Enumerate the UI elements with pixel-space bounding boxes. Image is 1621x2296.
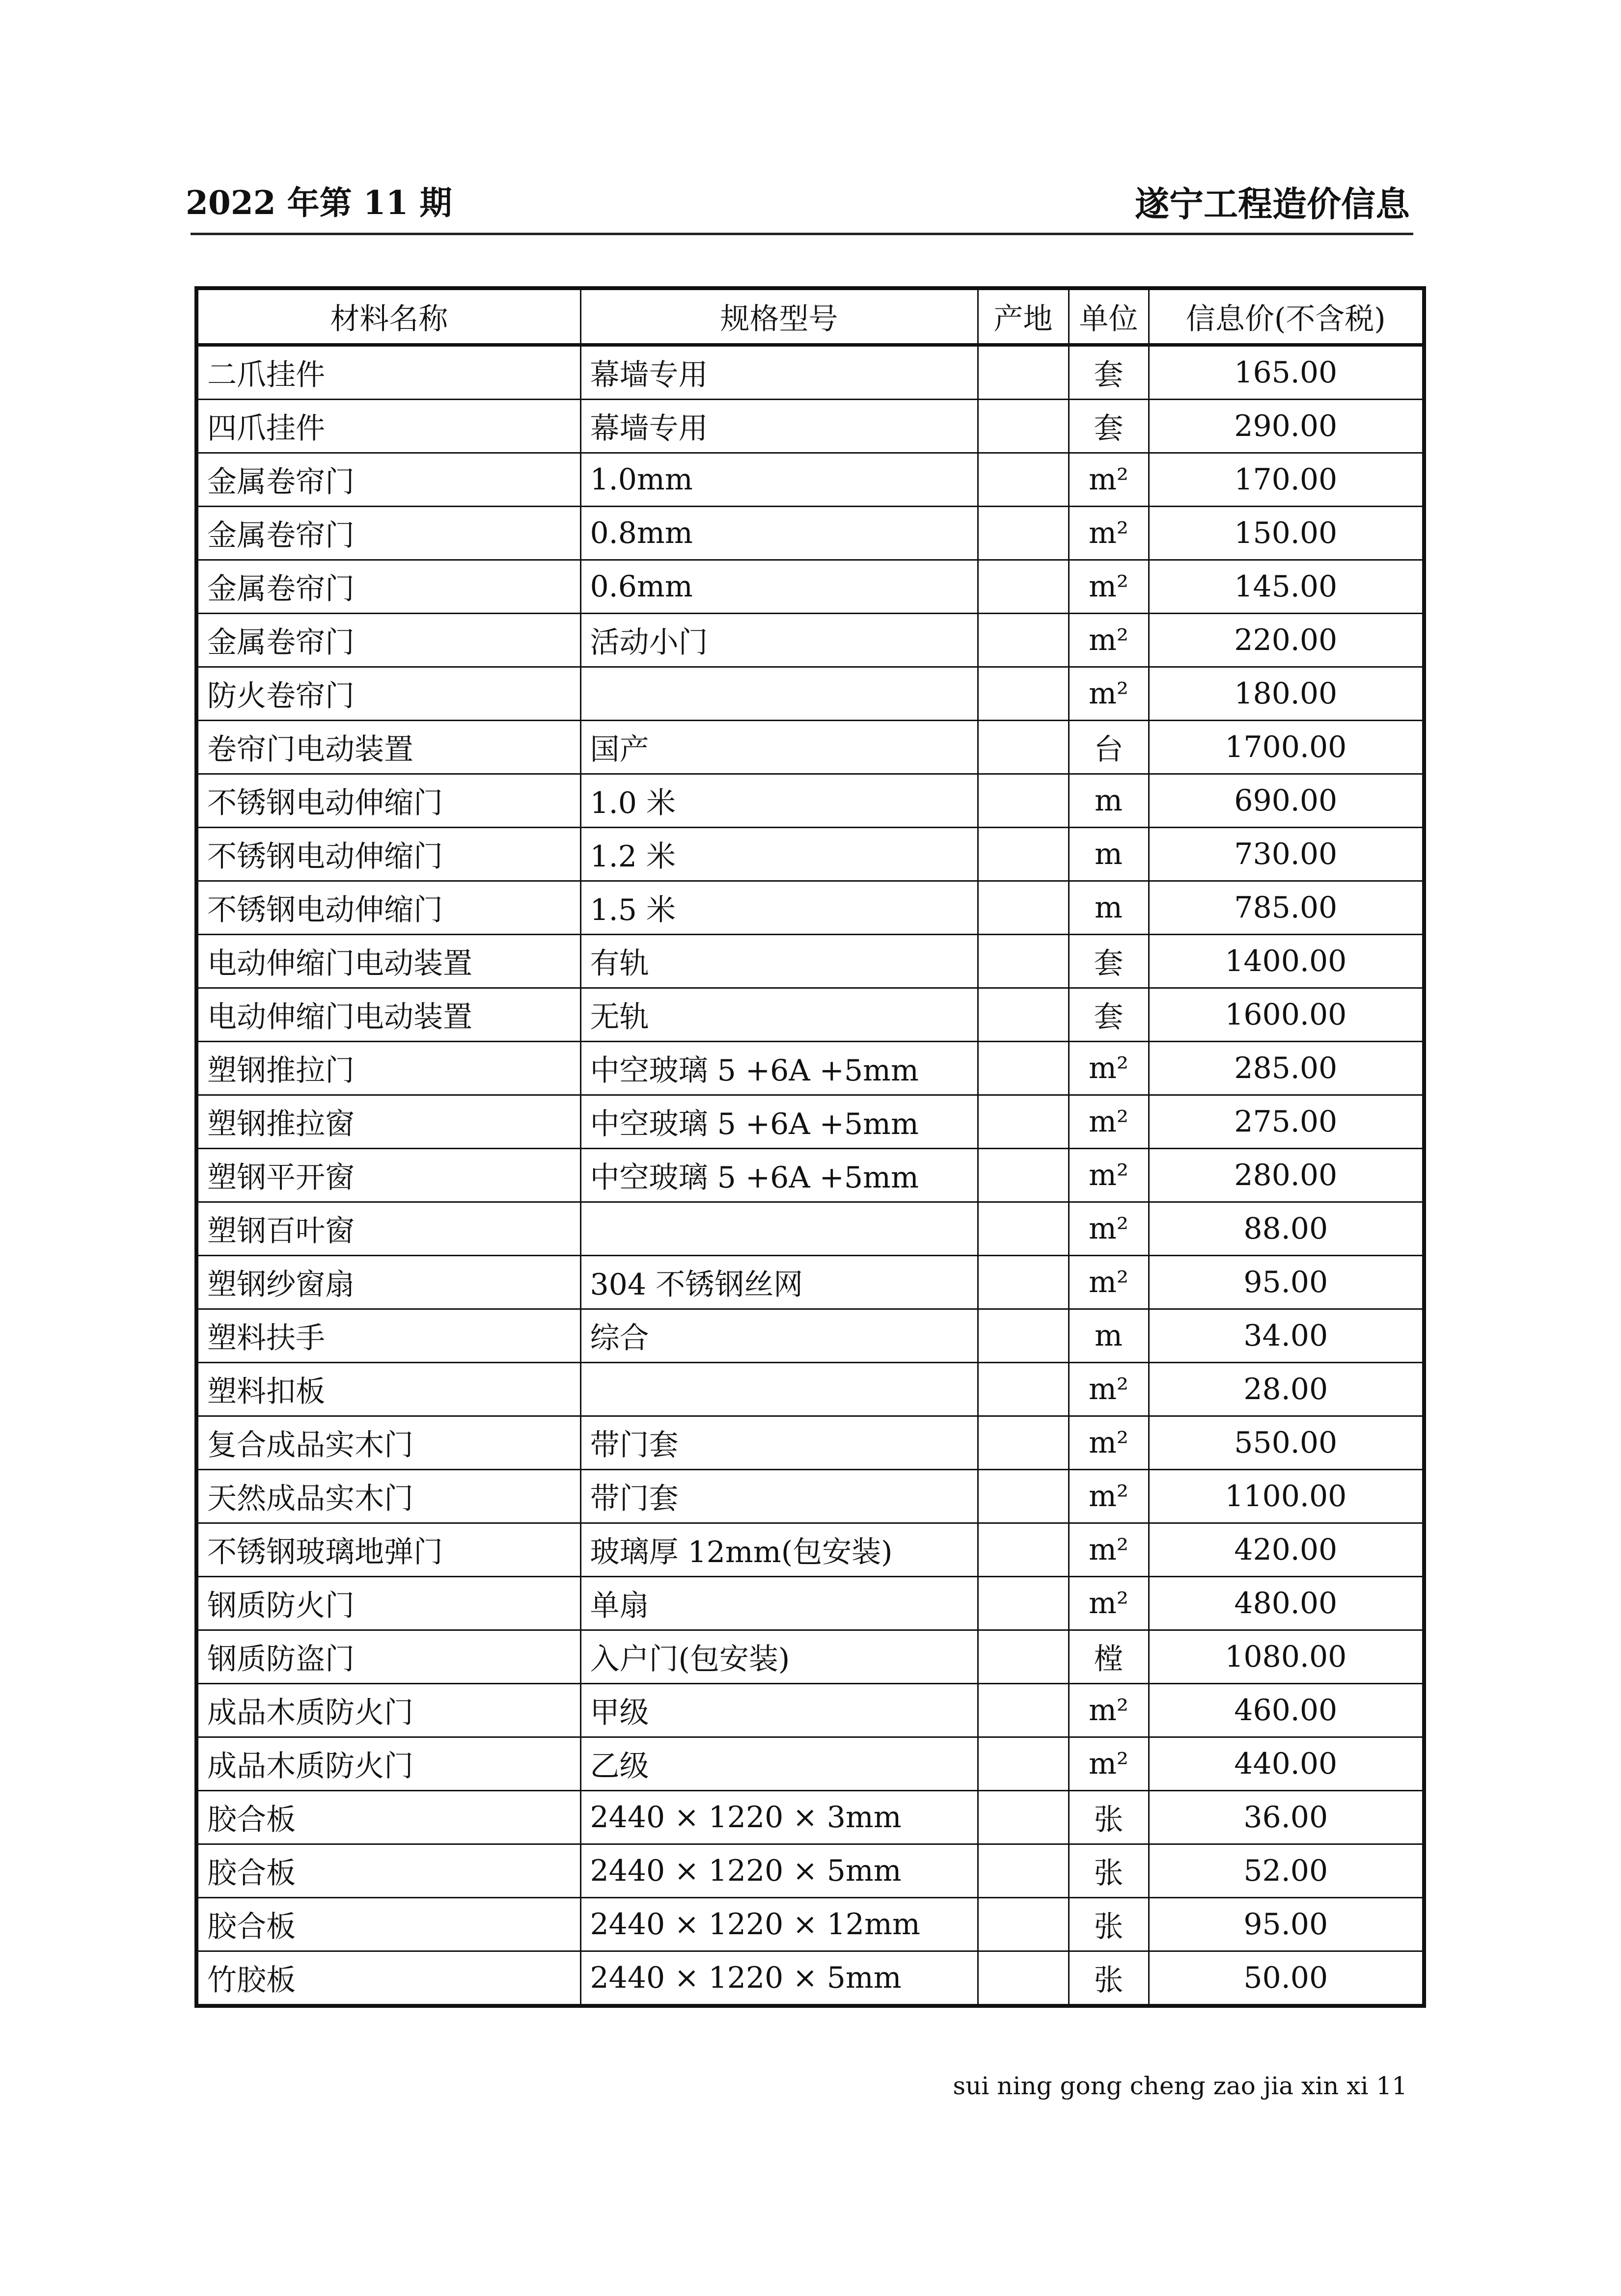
table-header-row [196,288,1424,345]
origin-cell [978,1791,1069,1844]
price-cell: 1100.00 [1149,1470,1424,1523]
price-cell: 480.00 [1149,1577,1424,1630]
unit-cell: m² [1069,1737,1149,1791]
material-name-cell: 钢质防盗门 [196,1630,580,1684]
spec-cell: 带门套 [580,1470,978,1523]
table-row [196,1791,1424,1844]
spec-cell: 0.6mm [580,560,978,614]
origin-cell [978,1202,1069,1256]
origin-cell [978,507,1069,560]
origin-cell [978,935,1069,988]
table-row [196,1309,1424,1363]
unit-cell: 套 [1069,400,1149,453]
price-cell: 95.00 [1149,1256,1424,1309]
spec-cell: 无轨 [580,988,978,1042]
material-name-cell: 塑钢百叶窗 [196,1202,580,1256]
origin-cell [978,1684,1069,1737]
table-row [196,1951,1424,2006]
unit-cell: 套 [1069,935,1149,988]
price-cell: 150.00 [1149,507,1424,560]
origin-cell [978,881,1069,935]
material-name-cell: 卷帘门电动装置 [196,721,580,774]
table-row [196,667,1424,721]
origin-cell [978,988,1069,1042]
price-cell: 28.00 [1149,1363,1424,1416]
unit-cell: m² [1069,1470,1149,1523]
table-row [196,1898,1424,1951]
table-row [196,1844,1424,1898]
table-row [196,1095,1424,1149]
header-rule [191,233,1413,235]
origin-cell [978,774,1069,828]
price-cell: 1080.00 [1149,1630,1424,1684]
unit-cell: m² [1069,507,1149,560]
price-cell: 52.00 [1149,1844,1424,1898]
spec-cell: 中空玻璃 5 +6A +5mm [580,1042,978,1095]
material-name-cell: 竹胶板 [196,1951,580,2006]
unit-cell: 台 [1069,721,1149,774]
origin-cell [978,1363,1069,1416]
unit-cell: 张 [1069,1791,1149,1844]
origin-cell [978,1256,1069,1309]
table-row [196,1737,1424,1791]
price-cell: 220.00 [1149,614,1424,667]
material-name-cell: 钢质防火门 [196,1577,580,1630]
unit-cell: m² [1069,1684,1149,1737]
unit-cell: m² [1069,1577,1149,1630]
spec-cell: 有轨 [580,935,978,988]
material-name-cell: 不锈钢电动伸缩门 [196,774,580,828]
column-header-name: 材料名称 [196,288,580,345]
origin-cell [978,1149,1069,1202]
table-row [196,614,1424,667]
spec-cell: 幕墙专用 [580,345,978,400]
origin-cell [978,560,1069,614]
price-cell: 1600.00 [1149,988,1424,1042]
material-name-cell: 四爪挂件 [196,400,580,453]
origin-cell [978,1630,1069,1684]
unit-cell: m² [1069,1523,1149,1577]
table-row [196,935,1424,988]
unit-cell: m [1069,774,1149,828]
unit-cell: m² [1069,1416,1149,1470]
origin-cell [978,1416,1069,1470]
table-row [196,1630,1424,1684]
price-cell: 1400.00 [1149,935,1424,988]
spec-cell: 1.5 米 [580,881,978,935]
origin-cell [978,400,1069,453]
origin-cell [978,1951,1069,2006]
origin-cell [978,1523,1069,1577]
page-footer: sui ning gong cheng zao jia xin xi 11 [953,2072,1407,2100]
price-cell: 95.00 [1149,1898,1424,1951]
material-name-cell: 金属卷帘门 [196,453,580,507]
material-name-cell: 金属卷帘门 [196,614,580,667]
spec-cell: 1.0mm [580,453,978,507]
unit-cell: 张 [1069,1951,1149,2006]
material-name-cell: 不锈钢电动伸缩门 [196,881,580,935]
price-cell: 180.00 [1149,667,1424,721]
price-cell: 50.00 [1149,1951,1424,2006]
column-header-origin: 产地 [978,288,1069,345]
spec-cell: 2440 × 1220 × 12mm [580,1898,978,1951]
spec-cell: 中空玻璃 5 +6A +5mm [580,1095,978,1149]
origin-cell [978,1577,1069,1630]
table-row [196,1256,1424,1309]
spec-cell: 304 不锈钢丝网 [580,1256,978,1309]
unit-cell: 套 [1069,345,1149,400]
price-cell: 34.00 [1149,1309,1424,1363]
table-row [196,1470,1424,1523]
spec-cell: 1.2 米 [580,828,978,881]
table-row [196,828,1424,881]
material-name-cell: 电动伸缩门电动装置 [196,988,580,1042]
unit-cell: m² [1069,1042,1149,1095]
material-name-cell: 塑料扣板 [196,1363,580,1416]
unit-cell: 张 [1069,1844,1149,1898]
origin-cell [978,345,1069,400]
price-cell: 280.00 [1149,1149,1424,1202]
unit-cell: 樘 [1069,1630,1149,1684]
spec-cell: 幕墙专用 [580,400,978,453]
material-name-cell: 塑料扶手 [196,1309,580,1363]
spec-cell: 单扇 [580,1577,978,1630]
unit-cell: m [1069,881,1149,935]
material-name-cell: 电动伸缩门电动装置 [196,935,580,988]
table-row [196,988,1424,1042]
origin-cell [978,828,1069,881]
spec-cell: 综合 [580,1309,978,1363]
price-cell: 170.00 [1149,453,1424,507]
origin-cell [978,1737,1069,1791]
spec-cell: 2440 × 1220 × 5mm [580,1844,978,1898]
material-name-cell: 防火卷帘门 [196,667,580,721]
material-name-cell: 不锈钢电动伸缩门 [196,828,580,881]
origin-cell [978,667,1069,721]
table-row [196,560,1424,614]
table-row [196,774,1424,828]
origin-cell [978,1095,1069,1149]
unit-cell: m² [1069,667,1149,721]
unit-cell: m² [1069,560,1149,614]
table-row [196,1042,1424,1095]
origin-cell [978,453,1069,507]
origin-cell [978,1898,1069,1951]
material-name-cell: 不锈钢玻璃地弹门 [196,1523,580,1577]
spec-cell: 0.8mm [580,507,978,560]
publication-title: 遂宁工程造价信息 [1135,184,1410,224]
price-cell: 730.00 [1149,828,1424,881]
origin-cell [978,614,1069,667]
origin-cell [978,1470,1069,1523]
price-cell: 88.00 [1149,1202,1424,1256]
table-row [196,400,1424,453]
material-name-cell: 塑钢纱窗扇 [196,1256,580,1309]
unit-cell: m [1069,1309,1149,1363]
table-row [196,1363,1424,1416]
spec-cell: 带门套 [580,1416,978,1470]
unit-cell: 张 [1069,1898,1149,1951]
spec-cell: 入户门(包安装) [580,1630,978,1684]
unit-cell: m² [1069,614,1149,667]
price-cell: 690.00 [1149,774,1424,828]
origin-cell [978,721,1069,774]
spec-cell [580,1202,978,1256]
price-table [194,286,1426,2008]
origin-cell [978,1042,1069,1095]
origin-cell [978,1844,1069,1898]
material-name-cell: 二爪挂件 [196,345,580,400]
material-name-cell: 胶合板 [196,1844,580,1898]
unit-cell: m² [1069,1095,1149,1149]
table-row [196,721,1424,774]
unit-cell: m² [1069,1256,1149,1309]
price-cell: 460.00 [1149,1684,1424,1737]
column-header-spec: 规格型号 [580,288,978,345]
unit-cell: m² [1069,453,1149,507]
spec-cell: 甲级 [580,1684,978,1737]
price-cell: 36.00 [1149,1791,1424,1844]
price-cell: 285.00 [1149,1042,1424,1095]
material-name-cell: 复合成品实木门 [196,1416,580,1470]
table-row [196,1202,1424,1256]
material-name-cell: 金属卷帘门 [196,560,580,614]
table-row [196,453,1424,507]
material-name-cell: 天然成品实木门 [196,1470,580,1523]
unit-cell: m² [1069,1202,1149,1256]
price-cell: 1700.00 [1149,721,1424,774]
spec-cell [580,667,978,721]
table-row [196,507,1424,560]
spec-cell: 国产 [580,721,978,774]
spec-cell: 2440 × 1220 × 3mm [580,1791,978,1844]
spec-cell: 玻璃厚 12mm(包安装) [580,1523,978,1577]
spec-cell: 乙级 [580,1737,978,1791]
spec-cell: 2440 × 1220 × 5mm [580,1951,978,2006]
table-row [196,1416,1424,1470]
table-row [196,1523,1424,1577]
unit-cell: m² [1069,1363,1149,1416]
material-name-cell: 金属卷帘门 [196,507,580,560]
material-name-cell: 胶合板 [196,1898,580,1951]
material-name-cell: 塑钢推拉门 [196,1042,580,1095]
table-row [196,345,1424,400]
material-name-cell: 成品木质防火门 [196,1737,580,1791]
material-name-cell: 胶合板 [196,1791,580,1844]
material-name-cell: 成品木质防火门 [196,1684,580,1737]
spec-cell [580,1363,978,1416]
price-cell: 440.00 [1149,1737,1424,1791]
origin-cell [978,1309,1069,1363]
spec-cell: 中空玻璃 5 +6A +5mm [580,1149,978,1202]
price-cell: 275.00 [1149,1095,1424,1149]
unit-cell: m [1069,828,1149,881]
table-row [196,1577,1424,1630]
price-cell: 290.00 [1149,400,1424,453]
material-name-cell: 塑钢推拉窗 [196,1095,580,1149]
price-cell: 165.00 [1149,345,1424,400]
table-row [196,1149,1424,1202]
unit-cell: 套 [1069,988,1149,1042]
price-cell: 420.00 [1149,1523,1424,1577]
price-cell: 785.00 [1149,881,1424,935]
table-row [196,1684,1424,1737]
unit-cell: m² [1069,1149,1149,1202]
spec-cell: 活动小门 [580,614,978,667]
material-name-cell: 塑钢平开窗 [196,1149,580,1202]
price-cell: 550.00 [1149,1416,1424,1470]
issue-label: 2022 年第 11 期 [186,184,452,222]
column-header-unit: 单位 [1069,288,1149,345]
spec-cell: 1.0 米 [580,774,978,828]
table-row [196,881,1424,935]
column-header-price: 信息价(不含税) [1149,288,1424,345]
price-cell: 145.00 [1149,560,1424,614]
